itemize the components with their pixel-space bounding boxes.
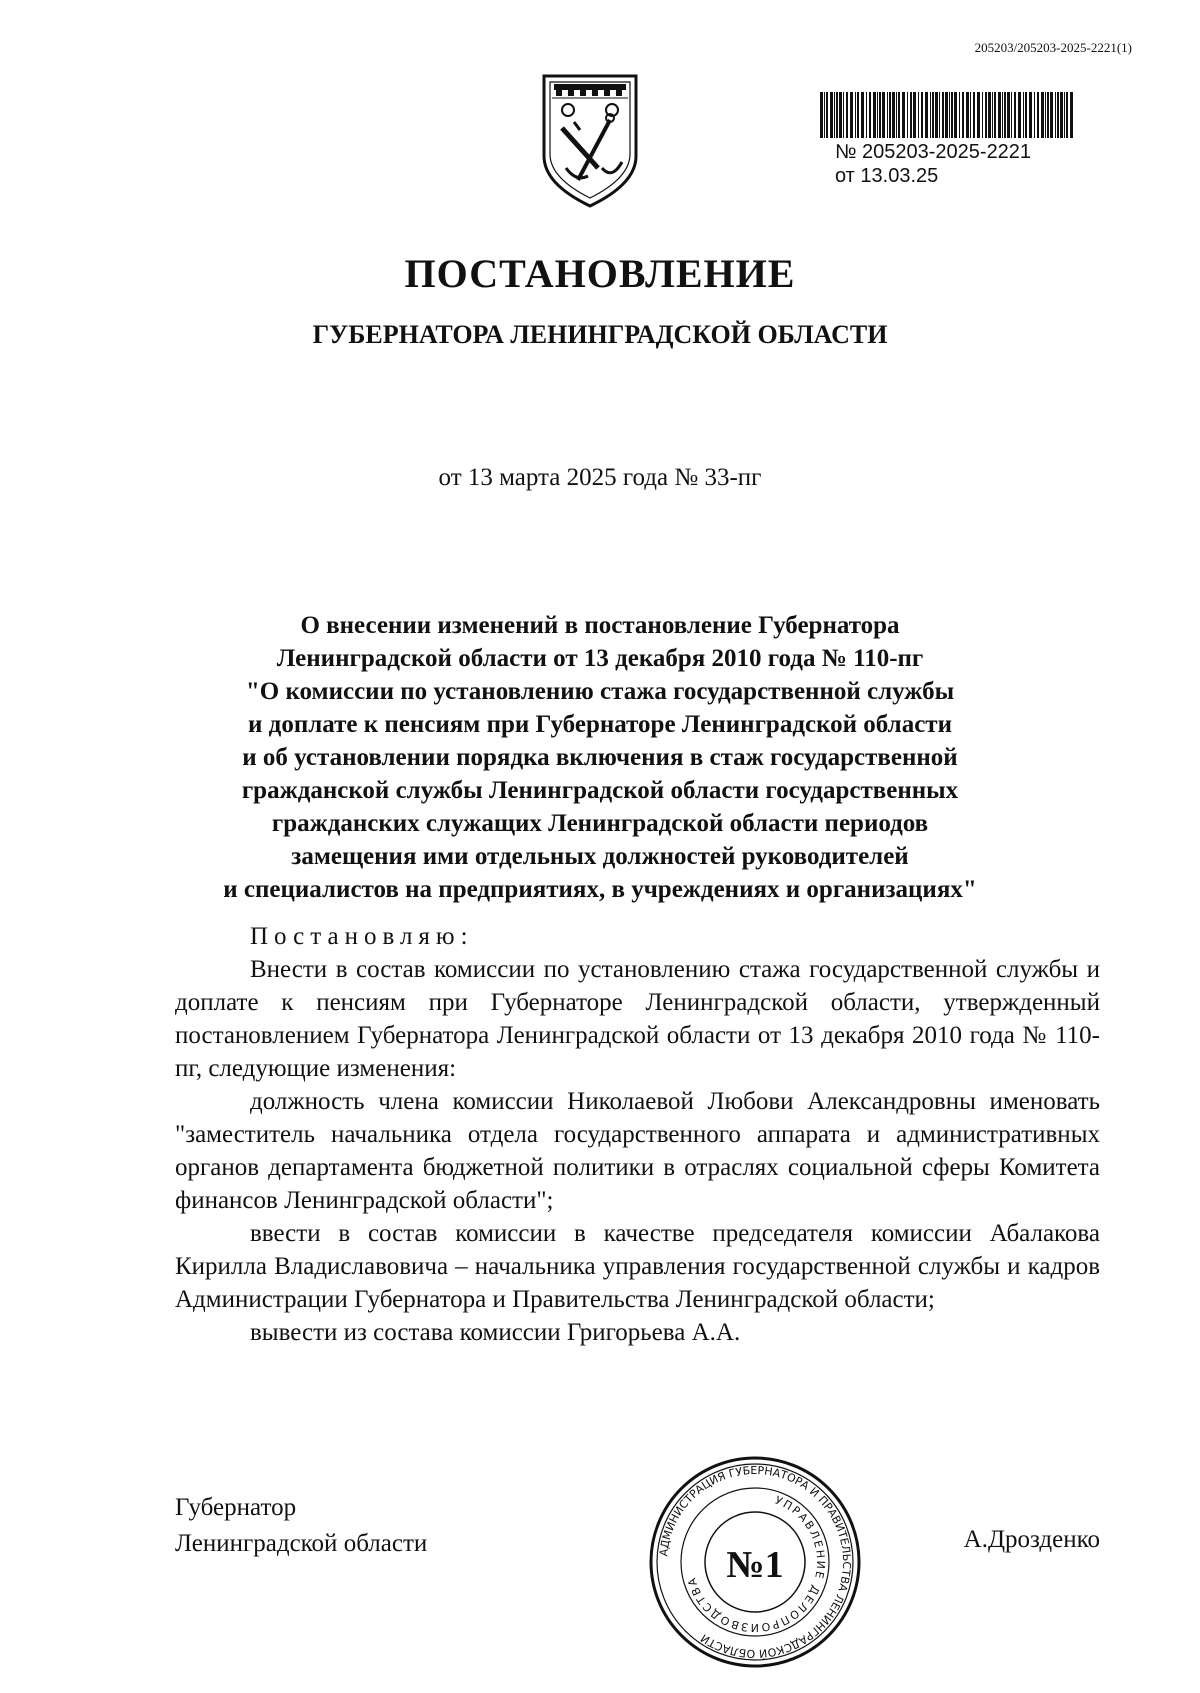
official-seal-icon — [648, 1455, 862, 1669]
document-reference-number: 205203/205203-2025-2221(1) — [974, 40, 1132, 55]
heading-line: гражданских служащих Ленинградской области периодов — [271, 810, 929, 837]
body-paragraph: должность члена комиссии Николаевой Любови Александровны именовать "заместитель начальника отдела государственного аппарата и административных органов департамента бюджетной политики в отраслях социальной сферы Комитета финансов Ленинградской области"; — [175, 1088, 1100, 1214]
signatory-name: А.Дрозденко — [963, 1526, 1100, 1553]
document-body — [175, 920, 1100, 1349]
seal-inner-text: УПРАВЛЕНИЕ ДЕЛОПРОИЗВОДСТВА — [684, 1493, 828, 1635]
signatory-position-line: Ленинградской области — [175, 1530, 428, 1557]
seal-number: №1 — [726, 1544, 784, 1586]
seal-outer-text: АДМИНИСТРАЦИЯ ГУБЕРНАТОРА И ПРАВИТЕЛЬСТВА ЛЕНИНГРАДСКОЙ ОБЛАСТИ — [657, 1463, 854, 1661]
document-subtitle: ГУБЕРНАТОРА ЛЕНИНГРАДСКОЙ ОБЛАСТИ — [312, 320, 888, 349]
registration-number: № 205203-2025-2221 — [835, 141, 1032, 163]
signatory-position-line: Губернатор — [175, 1494, 297, 1521]
heading-line: замещения ими отдельных должностей руководителей — [291, 843, 909, 870]
heading-line: и специалистов на предприятиях, в учреждениях и организациях" — [223, 876, 977, 903]
barcode-icon — [818, 92, 1078, 138]
heading-line: и об установлении порядка включения в стаж государственной — [242, 744, 958, 771]
coat-of-arms-icon — [540, 72, 640, 210]
document-title: ПОСТАНОВЛЕНИЕ — [404, 251, 796, 296]
body-paragraph: Внести в состав комиссии по установлению стажа государственной службы и доплате к пенсиям при Губернаторе Ленинградской области, утвержденный постановлением Губернатора Ленинградской области от 13 декабря 2010 года № 110-пг, следующие изменения: — [175, 956, 1100, 1082]
document-date-line: от 13 марта 2025 года № 33-пг — [438, 464, 762, 491]
decree-word: Постановляю: — [250, 923, 474, 950]
heading-line: Ленинградской области от 13 декабря 2010 года № 110-пг — [276, 645, 924, 672]
heading-line: гражданской службы Ленинградской области государственных — [241, 777, 959, 804]
heading-line: и доплате к пенсиям при Губернаторе Ленинградской области — [248, 711, 952, 738]
registration-date: от 13.03.25 — [835, 165, 939, 187]
heading-line: "О комиссии по установлению стажа государственной службы — [245, 678, 955, 705]
signatory-position — [175, 1490, 427, 1562]
body-paragraph: вывести из состава комиссии Григорьева А.А. — [250, 1319, 741, 1346]
registration-info — [835, 140, 1031, 188]
heading-line: О внесении изменений в постановление Губернатора — [300, 612, 900, 639]
body-paragraph: ввести в состав комиссии в качестве председателя комиссии Абалакова Кирилла Владиславовича – начальника управления государственной службы и кадров Администрации Губернатора и Правительства Ленинградской области; — [175, 1220, 1100, 1313]
document-heading — [150, 609, 1050, 906]
